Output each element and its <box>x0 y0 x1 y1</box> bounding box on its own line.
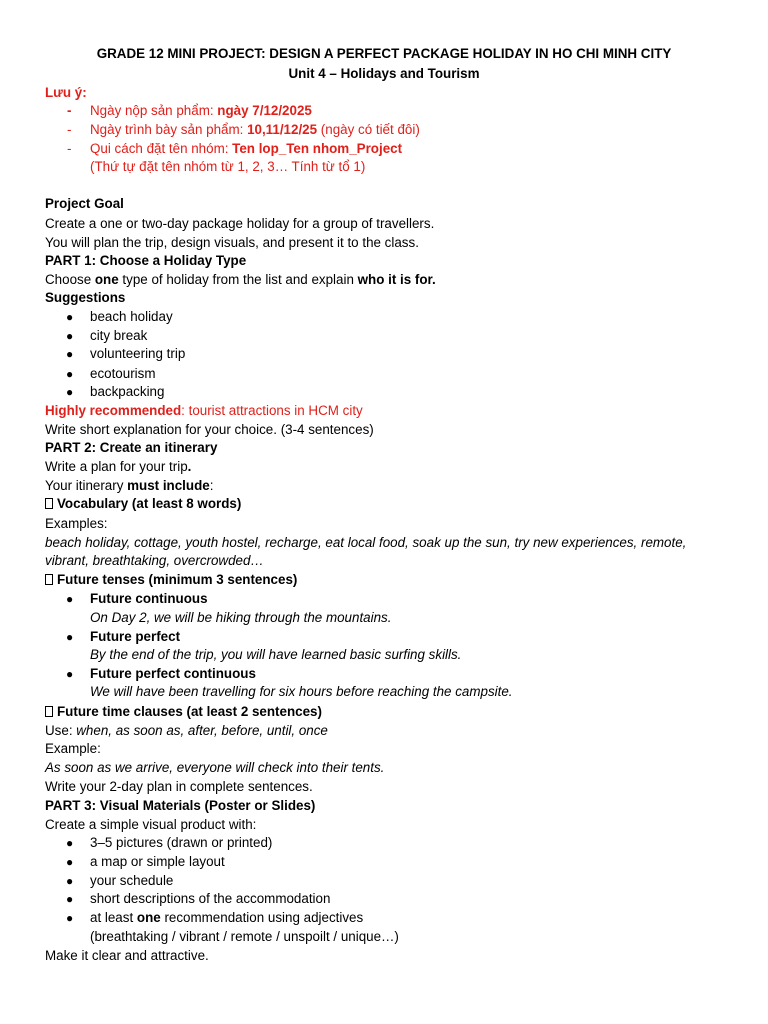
time-clauses-heading: Future time clauses (at least 2 sentences) <box>45 704 322 720</box>
list-item: ● your schedule <box>66 873 174 888</box>
part1-heading: PART 1: Choose a Holiday Type <box>45 253 247 268</box>
note-item-label: Qui cách đặt tên nhóm: <box>90 141 233 156</box>
checkbox-placeholder-icon <box>45 706 53 717</box>
bullet-dot-icon: ● <box>66 329 74 343</box>
list-item: ● backpacking <box>66 384 165 399</box>
list-item: ● 3–5 pictures (drawn or printed) <box>66 835 273 850</box>
bullet-dot-icon: ● <box>66 347 74 361</box>
example-label: Example: <box>45 741 101 756</box>
bullet-dot-icon: ● <box>66 310 74 324</box>
note-item-deadline <box>0 103 768 119</box>
bullet-dot-icon: ● <box>66 874 74 888</box>
list-item: ● at least one recommendation using adjectives <box>66 910 364 925</box>
checkbox-placeholder-icon <box>45 498 53 509</box>
part3-intro: Create a simple visual product with: <box>45 817 257 832</box>
part1-explain: Write short explanation for your choice. (3-4 sentences) <box>45 422 374 437</box>
dash-icon: - <box>67 122 72 137</box>
note-item-presentation <box>0 122 768 138</box>
note-naming-order: (Thứ tự đặt tên nhóm từ 1, 2, 3… Tính từ tổ 1) <box>90 159 366 174</box>
note-item-label: Ngày trình bày sản phẩm: <box>90 122 248 137</box>
list-item: ● city break <box>66 328 148 343</box>
bullet-dot-icon: ● <box>66 911 74 925</box>
part2-must-include: Your itinerary must include: <box>45 478 214 493</box>
write-plan-instruction: Write your 2-day plan in complete sentences. <box>45 779 313 794</box>
closing-line: Make it clear and attractive. <box>45 948 209 963</box>
list-item: ● beach holiday <box>66 309 173 324</box>
note-item-naming <box>0 141 768 157</box>
note-item-value: Ten lop_Ten nhom_Project <box>232 141 403 156</box>
tense-example: On Day 2, we will be hiking through the mountains. <box>90 610 392 625</box>
goal-line-1: Create a one or two-day package holiday for a group of travellers. <box>45 216 435 231</box>
note-item-value: ngày 7/12/2025 <box>217 103 312 118</box>
tense-item: ● Future perfect continuous <box>66 666 256 681</box>
bullet-dot-icon: ● <box>66 630 74 644</box>
bullet-dot-icon: ● <box>66 592 74 606</box>
dash-icon: - <box>67 103 72 118</box>
note-heading: Lưu ý: <box>45 85 87 100</box>
note-item-extra: (ngày có tiết đôi) <box>317 122 420 137</box>
tense-item: ● Future perfect <box>66 629 181 644</box>
bullet-dot-icon: ● <box>66 892 74 906</box>
future-tenses-heading: Future tenses (minimum 3 sentences) <box>45 572 297 588</box>
examples-label: Examples: <box>45 516 108 531</box>
example-sentence: As soon as we arrive, everyone will check into their tents. <box>45 760 385 775</box>
list-item: ● a map or simple layout <box>66 854 225 869</box>
note-item-label: Ngày nộp sản phẩm: <box>90 103 218 118</box>
note-item-value: 10,11/12/25 <box>247 122 318 137</box>
bullet-dot-icon: ● <box>66 855 74 869</box>
list-item: ● ecotourism <box>66 366 156 381</box>
time-clauses-use: Use: when, as soon as, after, before, until, once <box>45 723 328 738</box>
bullet-dot-icon: ● <box>66 836 74 850</box>
part2-plan: Write a plan for your trip. <box>45 459 192 474</box>
part3-heading: PART 3: Visual Materials (Poster or Slides) <box>45 798 316 813</box>
vocab-examples-line-2: vibrant, breathtaking, overcrowded… <box>45 553 264 568</box>
dash-icon: - <box>67 141 72 156</box>
document-title: GRADE 12 MINI PROJECT: DESIGN A PERFECT PACKAGE HOLIDAY IN HO CHI MINH CITY <box>96 46 672 61</box>
adjective-list: (breathtaking / vibrant / remote / unspoilt / unique…) <box>90 929 399 944</box>
list-item: ● short descriptions of the accommodation <box>66 891 331 906</box>
goal-line-2: You will plan the trip, design visuals, and present it to the class. <box>45 235 419 250</box>
vocab-examples-line-1: beach holiday, cottage, youth hostel, recharge, eat local food, soak up the sun, try new experiences, remote, <box>45 535 687 550</box>
goal-heading: Project Goal <box>45 196 124 211</box>
part2-heading: PART 2: Create an itinerary <box>45 440 218 455</box>
tense-example: We will have been travelling for six hours before reaching the campsite. <box>90 684 513 699</box>
part1-choose-instruction: Choose one type of holiday from the list and explain who it is for. <box>45 272 436 287</box>
list-item: ● volunteering trip <box>66 346 186 361</box>
tense-example: By the end of the trip, you will have learned basic surfing skills. <box>90 647 462 662</box>
suggestions-heading: Suggestions <box>45 290 126 305</box>
document-subtitle: Unit 4 – Holidays and Tourism <box>288 66 480 81</box>
bullet-dot-icon: ● <box>66 385 74 399</box>
bullet-dot-icon: ● <box>66 667 74 681</box>
checkbox-placeholder-icon <box>45 574 53 585</box>
recommendation-line: Highly recommended: tourist attractions in HCM city <box>45 403 363 418</box>
tense-item: ● Future continuous <box>66 591 208 606</box>
vocab-heading: Vocabulary (at least 8 words) <box>45 496 241 512</box>
bullet-dot-icon: ● <box>66 367 74 381</box>
